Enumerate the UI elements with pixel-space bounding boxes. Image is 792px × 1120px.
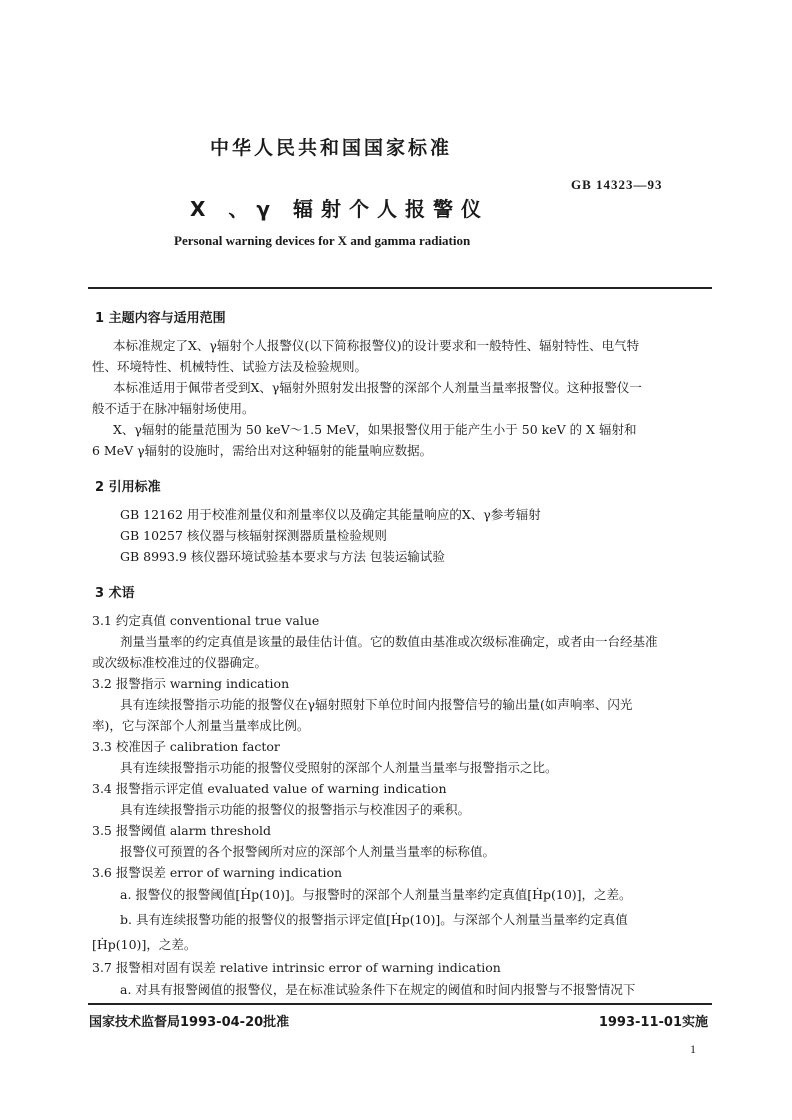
section-1-line-2: 性、环境特性、机械特性、试验方法及检验规则。 xyxy=(92,359,368,374)
term-3-2-definition-cont: 率)，它与深部个人剂量当量率成比例。 xyxy=(92,718,310,733)
term-3-1-definition-cont: 或次级标准校准过的仪器确定。 xyxy=(92,655,268,670)
term-3-7-item-a: a. 对具有报警阈值的报警仪，是在标准试验条件下在规定的阈值和时间内报警与不报警情况下 xyxy=(120,982,636,997)
document-title-en: Personal warning devices for X and gamma radiation xyxy=(174,233,471,248)
term-3-2-definition: 具有连续报警指示功能的报警仪在γ辐射照射下单位时间内报警信号的输出量(如声响率、闪光 xyxy=(120,697,633,712)
term-3-6-item-b: b. 具有连续报警功能的报警仪的报警指示评定值[Ḣp(10)]。与深部个人剂量当量率约定真值 xyxy=(120,912,628,927)
section-1-heading: 1 主题内容与适用范围 xyxy=(95,311,226,326)
term-3-4-title: 3.4 报警指示评定值 evaluated value of warning indication xyxy=(92,781,447,796)
term-3-3-title: 3.3 校准因子 calibration factor xyxy=(92,739,280,754)
section-1-line-4: 般不适于在脉冲辐射场使用。 xyxy=(92,401,255,416)
term-3-1-definition: 剂量当量率的约定真值是该量的最佳估计值。它的数值由基准或次级标准确定，或者由一台经基准 xyxy=(120,634,658,649)
document-title-cn: X 、γ 辐射个人报警仪 xyxy=(190,197,489,221)
approval-date: 国家技术监督局1993-04-20批准 xyxy=(89,1015,290,1030)
section-3-heading: 3 术语 xyxy=(95,586,135,601)
page-number: 1 xyxy=(690,1042,696,1056)
reference-item: GB 12162 用于校准剂量仪和剂量率仪以及确定其能量响应的X、γ参考辐射 xyxy=(120,507,541,522)
term-3-5-definition: 报警仪可预置的各个报警阈所对应的深部个人剂量当量率的标称值。 xyxy=(120,844,496,859)
term-3-1-title: 3.1 约定真值 conventional true value xyxy=(92,613,320,628)
standard-code: GB 14323—93 xyxy=(571,177,663,192)
term-3-2-title: 3.2 报警指示 warning indication xyxy=(92,676,290,691)
term-3-3-definition: 具有连续报警指示功能的报警仪受照射的深部个人剂量当量率与报警指示之比。 xyxy=(120,760,558,775)
section-1-line-3: 本标准适用于佩带者受到X、γ辐射外照射发出报警的深部个人剂量当量率报警仪。这种报警仪一 xyxy=(113,380,642,395)
term-3-6-title: 3.6 报警误差 error of warning indication xyxy=(92,865,343,880)
term-3-6-item-b-cont: [Ḣp(10)]，之差。 xyxy=(92,937,197,952)
term-3-6-item-a: a. 报警仪的报警阈值[Ḣp(10)]。与报警时的深部个人剂量当量率约定真值[Ḣp(10)]，之差。 xyxy=(120,887,632,902)
national-standard-heading: 中华人民共和国国家标准 xyxy=(210,137,453,159)
term-3-5-title: 3.5 报警阈值 alarm threshold xyxy=(92,823,271,838)
footer-rule xyxy=(88,1003,712,1005)
header-rule xyxy=(88,287,712,289)
reference-item: GB 10257 核仪器与核辐射探测器质量检验规则 xyxy=(120,528,387,543)
section-1-line-1: 本标准规定了X、γ辐射个人报警仪(以下简称报警仪)的设计要求和一般特性、辐射特性、电气特 xyxy=(113,338,640,353)
section-2-heading: 2 引用标准 xyxy=(95,480,161,495)
implementation-date: 1993-11-01实施 xyxy=(598,1015,708,1030)
section-1-line-5: X、γ辐射的能量范围为 50 keV～1.5 MeV，如果报警仪用于能产生小于 50 keV 的 X 辐射和 xyxy=(113,422,637,437)
section-1-line-6: 6 MeV γ辐射的设施时，需给出对这种辐射的能量响应数据。 xyxy=(92,443,433,458)
reference-item: GB 8993.9 核仪器环境试验基本要求与方法 包装运输试验 xyxy=(120,549,445,564)
term-3-7-title: 3.7 报警相对固有误差 relative intrinsic error of warning indication xyxy=(92,960,501,975)
term-3-4-definition: 具有连续报警指示功能的报警仪的报警指示与校准因子的乘积。 xyxy=(120,802,471,817)
